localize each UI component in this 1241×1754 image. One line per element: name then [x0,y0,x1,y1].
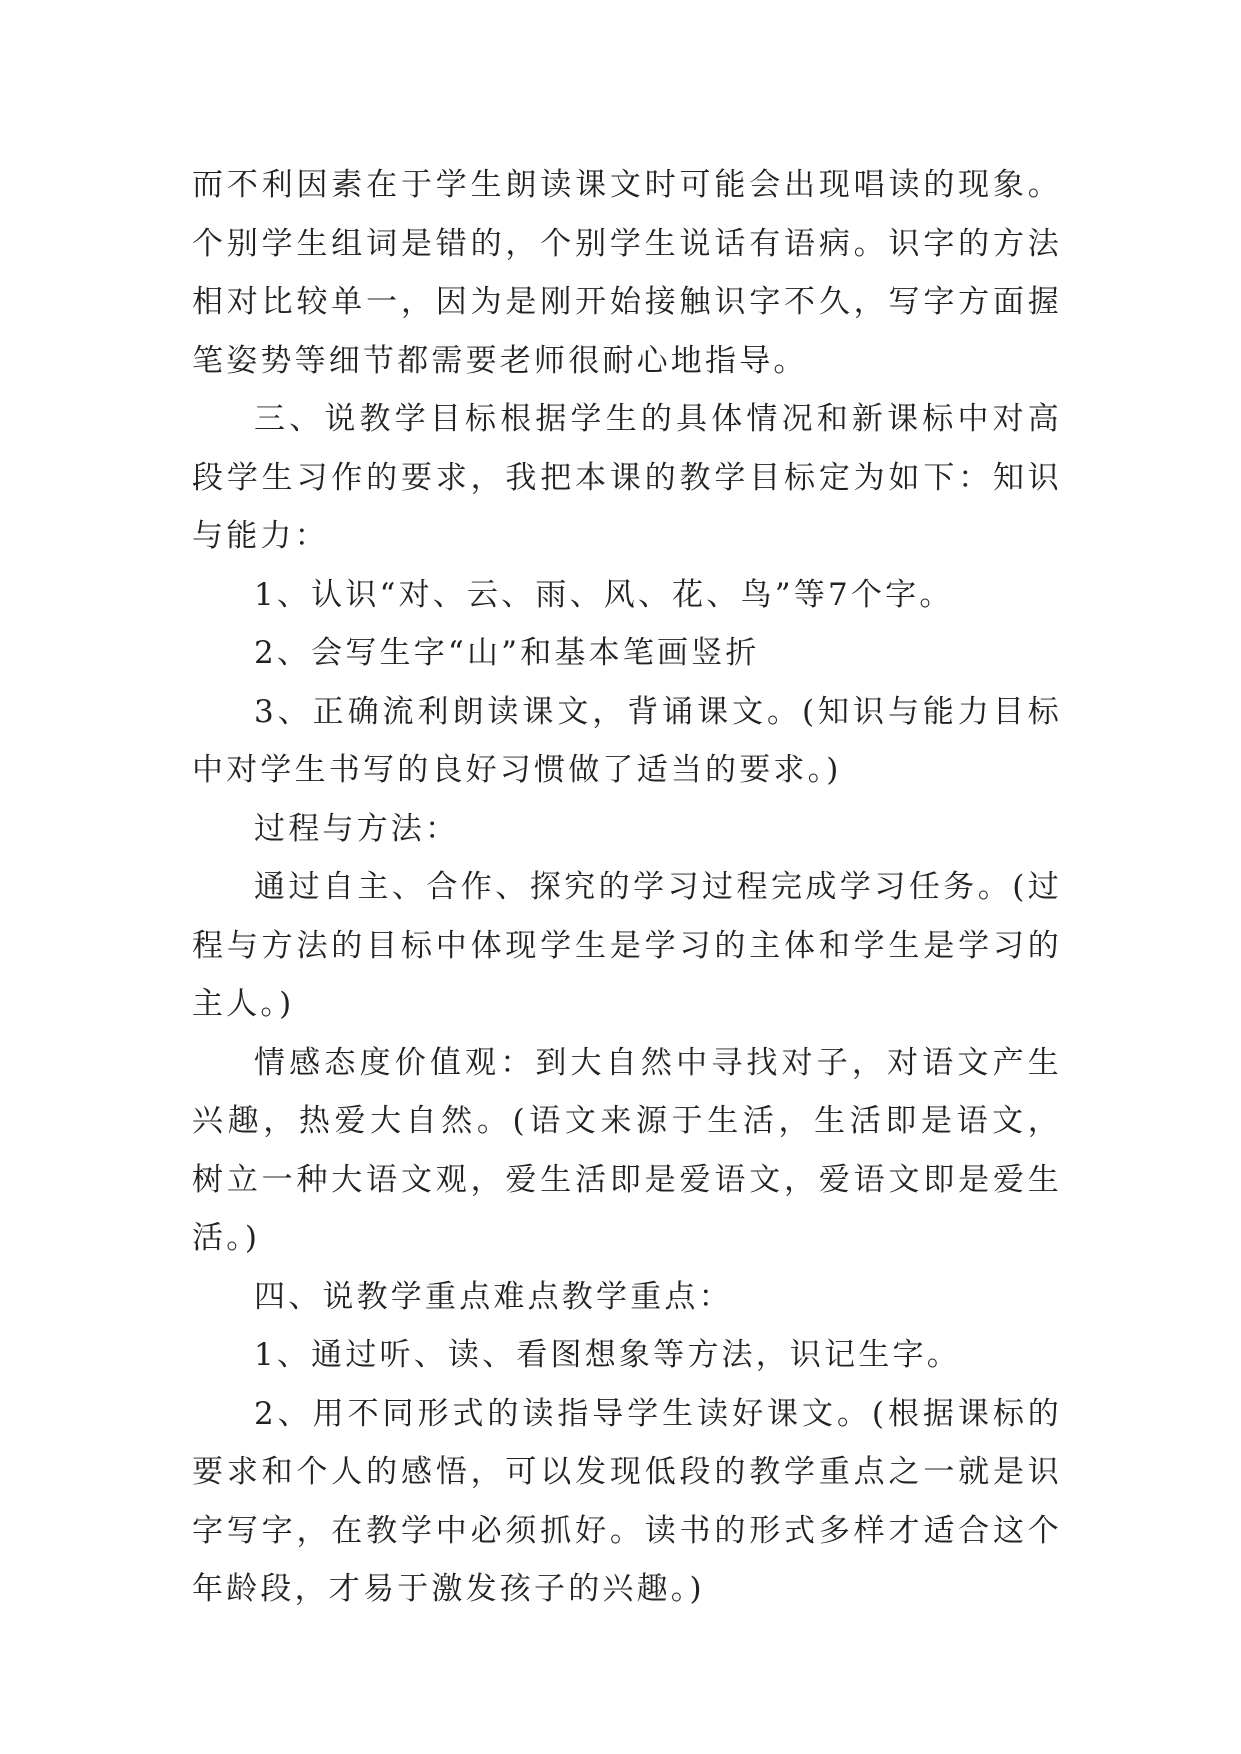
paragraph-emotion-values: 情感态度价值观：到大自然中寻找对子，对语文产生兴趣，热爱大自然。(语文来源于生活，生活即是语文，树立一种大语文观，爱生活即是爱语文，爱语文即是爱生活。) [192,1044,1062,1256]
paragraph-process-heading: 过程与方法： [254,810,460,847]
paragraph-teaching-goals: 三、说教学目标根据学生的具体情况和新课标中对高段学生习作的要求，我把本课的教学目标定为如下：知识与能力： [192,401,1062,554]
paragraph-intro: 而不利因素在于学生朗读课文时可能会出现唱读的现象。个别学生组词是错的，个别学生说话有语病。识字的方法相对比较单一，因为是刚开始接触识字不久，写字方面握笔姿势等细节都需要老师很耐心地指导。 [192,167,1062,379]
paragraph-goal-3: 3、正确流利朗读课文，背诵课文。(知识与能力目标中对学生书写的良好习惯做了适当的要求。) [192,693,1062,788]
paragraph-goal-2: 2、会写生字“山”和基本笔画竖折 [254,635,760,671]
document-body [192,156,1062,1619]
paragraph-key-point-2: 2、用不同形式的读指导学生读好课文。(根据课标的要求和个人的感悟，可以发现低段的教学重点之一就是识字写字，在教学中必须抓好。读书的形式多样才适合这个年龄段，才易于激发孩子的兴趣。) [192,1395,1062,1607]
paragraph-key-points-heading: 四、说教学重点难点教学重点： [254,1278,733,1315]
paragraph-process: 通过自主、合作、探究的学习过程完成学习任务。(过程与方法的目标中体现学生是学习的主体和学生是学习的主人。) [192,869,1062,1022]
paragraph-key-point-1: 1、通过听、读、看图想象等方法，识记生字。 [254,1337,961,1373]
paragraph-goal-1: 1、认识“对、云、雨、风、花、鸟”等7个字。 [254,576,954,613]
